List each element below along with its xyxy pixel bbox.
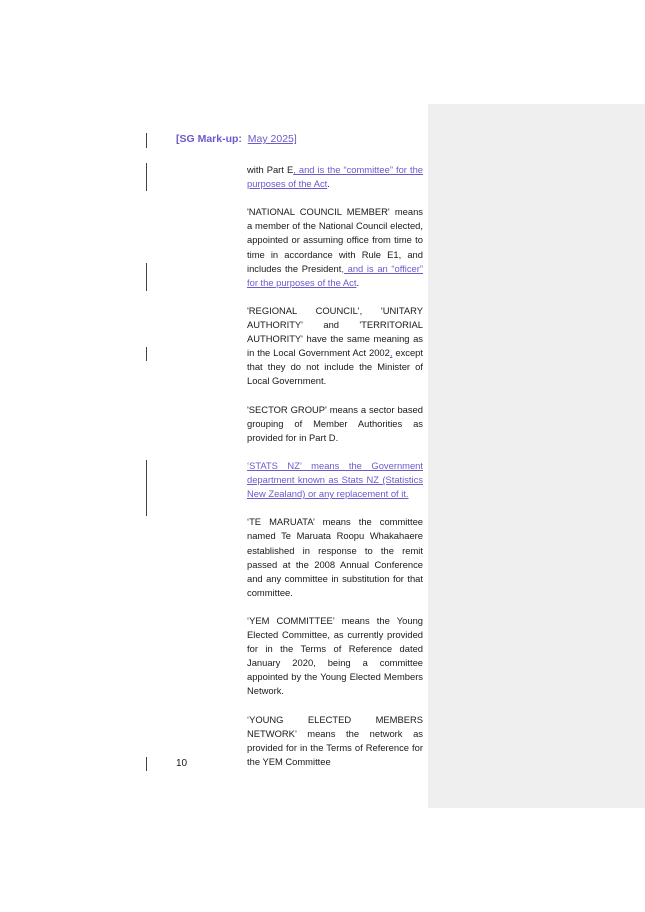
inserted-text: ‘STATS NZ’ means the Government department known as Stats NZ (Statistics New Zealand) or any replacement of it. — [247, 459, 423, 500]
markup-date: May 2025] — [247, 133, 297, 145]
definition-regional-council — [247, 304, 423, 389]
change-bar — [146, 163, 147, 191]
change-bar — [146, 347, 147, 361]
definition-text: 'REGIONAL COUNCIL', 'UNITARY AUTHORITY' and 'TERRITORIAL AUTHORITY' have the same meaning as in the Local Government Act 2002 — [247, 304, 423, 359]
definitions-body — [247, 163, 423, 769]
change-bar — [146, 757, 147, 771]
definition-stats-nz — [247, 459, 423, 501]
definition-national-council-member — [247, 205, 423, 290]
definition-text: 'NATIONAL COUNCIL MEMBER' means a member of the National Council elected, appointed or assuming office from time to time in accordance with Rule E1, and includes the President — [247, 206, 423, 274]
definition-text: with Part E — [247, 164, 294, 175]
definition-text: ‘YOUNG ELECTED MEMBERS NETWORK’ means the network as provided for in the Terms of Reference for the YEM Committee — [247, 713, 423, 767]
page-number: 10 — [176, 758, 188, 769]
definition-text-end: except that they do not include the Minister of Local Government. — [247, 347, 423, 387]
definition-young-elected-members-network — [247, 713, 423, 769]
inserted-text: , and is an “officer” for the purposes of the Act — [247, 262, 423, 288]
definition-paragraph — [247, 163, 423, 191]
markup-header — [176, 133, 297, 145]
change-bar — [146, 263, 147, 291]
inserted-text: , and is the “committee” for the purposes of the Act — [247, 164, 424, 190]
comment-pane — [428, 104, 645, 808]
definition-text-end: . — [356, 276, 360, 288]
definition-text: 'SECTOR GROUP' means a sector based grouping of Member Authorities as provided for in Part D. — [247, 403, 423, 443]
inserted-text: , — [389, 347, 393, 359]
change-bar — [146, 460, 147, 516]
change-bar — [146, 133, 147, 148]
definition-text: ‘TE MARUATA’ means the committee named Te Maruata Roopu Whakahaere established in response to the remit passed at the 2008 Annual Conference and any committee in substitution for that committee. — [247, 516, 423, 598]
definition-sector-group — [247, 403, 423, 445]
definition-text-end: . — [327, 178, 330, 190]
definition-te-maruata — [247, 515, 423, 600]
definition-text: ‘YEM COMMITTEE’ means the Young Elected Committee, as currently provided for in the Terms of Reference dated January 2020, being a committee appointed by the Young Elected Members Network. — [247, 615, 423, 697]
definition-yem-committee — [247, 614, 423, 699]
markup-label: [SG Mark-up: — [176, 133, 242, 145]
